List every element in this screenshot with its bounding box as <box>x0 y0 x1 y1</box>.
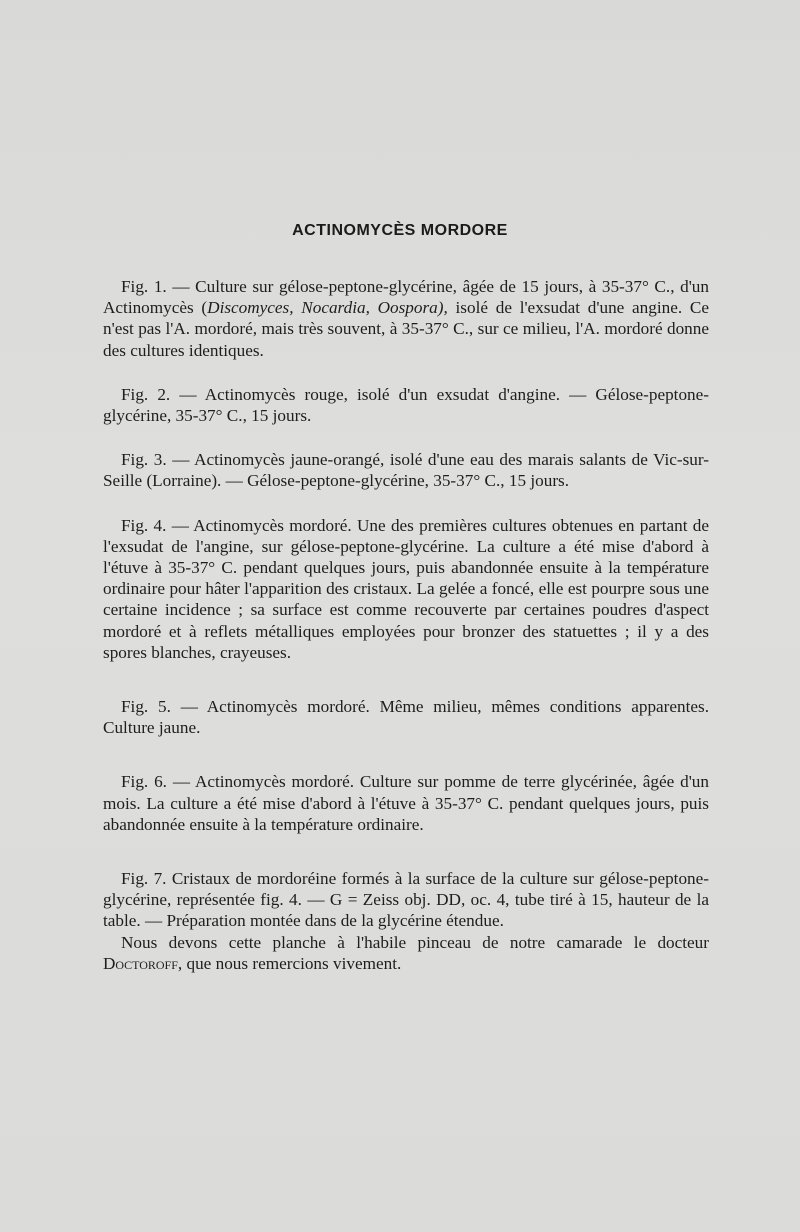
caption-fig-7 <box>103 868 709 932</box>
caption-fig-3 <box>103 449 709 491</box>
caption-fig-2 <box>103 384 709 426</box>
caption-text: isolé de l'exsudat d'une angine. Ce n'est pas l'A. mordoré, mais très souvent, à 35-37° C., sur ce milieu, l'A. mordoré donne des cultures identiques. <box>103 298 709 360</box>
caption-label: Fig. 5. — <box>121 697 198 717</box>
acknowledgement-text: , que nous remercions vivement. <box>177 953 402 973</box>
caption-text: Cristaux de mordoréine formés à la surface de la culture sur gélose-peptone-glycérine, représentée fig. 4. — G = Zeiss obj. DD, oc. 4, tube tiré à 15, hauteur de la table. — Préparation montée dans de la glycérine étendue. <box>103 869 709 931</box>
acknowledgement-name: Doctoroff <box>103 953 178 973</box>
caption-text: Actinomycès mordoré. Une des premières cultures obtenues en partant de l'exsudat de l'angine, sur gélose-peptone-glycérine. La culture a été mise d'abord à l'étuve à 35-37° C. pendant quelques jours, puis abandonnée ensuite à la température ordinaire pour hâter l'apparition des cristaux. La gelée a foncé, elle est pourpre sous une certaine incidence ; sa surface est comme recouverte par certaines poudres d'aspect mordoré et à reflets métalliques employées pour bronzer des statuettes ; il y a des spores blanches, crayeuses. <box>103 515 710 662</box>
caption-fig-1 <box>103 276 709 361</box>
caption-label: Fig. 1. — <box>121 277 190 296</box>
caption-italic: Discomyces, Nocardia, Oospora), <box>207 298 448 318</box>
caption-fig-6 <box>103 771 709 835</box>
caption-text: Actinomycès mordoré. Culture sur pomme de terre glycérinée, âgée d'un mois. La culture a été mise d'abord à l'étuve à 35-37° C. pendant quelques jours, puis abandonnée ensuite à la température ordinaire. <box>103 772 709 834</box>
figure-captions <box>103 276 709 974</box>
caption-label: Fig. 2. — <box>121 384 197 404</box>
caption-text: Actinomycès rouge, isolé d'un exsudat d'angine. — Gélose-peptone-glycérine, 35-37° C., 15 jours. <box>103 384 709 426</box>
acknowledgement <box>103 932 709 974</box>
caption-text: Culture sur gélose-peptone-glycérine, âgée de 15 jours, à 35-37° C., d'un Actinomycès ( <box>103 277 709 318</box>
page-title: ACTINOMYCÈS MORDORE <box>292 222 508 239</box>
caption-label: Fig. 3. — <box>121 450 190 470</box>
caption-label: Fig. 4. — <box>121 515 189 535</box>
caption-label: Fig. 7. <box>121 869 167 889</box>
caption-fig-5 <box>103 696 709 738</box>
caption-text: Actinomycès jaune-orangé, isolé d'une eau des marais salants de Vic-sur-Seille (Lorraine). — Gélose-peptone-glycérine, 35-37° C., 15 jours. <box>103 450 709 491</box>
acknowledgement-text: Nous devons cette planche à l'habile pinceau de notre camarade le docteur <box>121 932 709 952</box>
caption-label: Fig. 6. — <box>121 772 191 792</box>
caption-fig-4 <box>103 515 709 663</box>
caption-text: Actinomycès mordoré. Même milieu, mêmes conditions apparentes. Culture jaune. <box>103 697 709 738</box>
